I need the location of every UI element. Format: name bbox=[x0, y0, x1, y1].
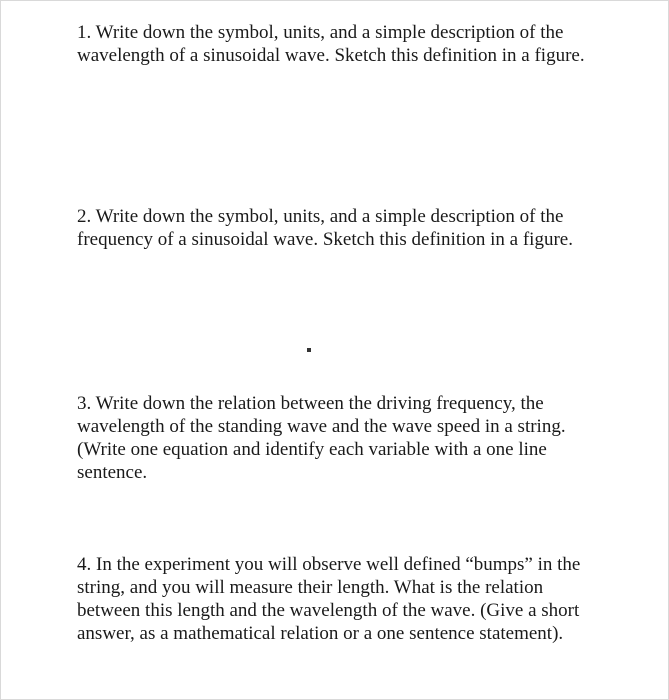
question-2: 2. Write down the symbol, units, and a simple description of the frequency of a sinusoidal wave. Sketch this definition in a figure. bbox=[77, 206, 573, 250]
stray-dot-mark bbox=[307, 348, 311, 352]
question-3: 3. Write down the relation between the driving frequency, the wavelength of the standing wave and the wave speed in a string. (Write one equation and identify each variable with a one line sentence. bbox=[77, 393, 566, 483]
question-1: 1. Write down the symbol, units, and a simple description of the wavelength of a sinusoidal wave. Sketch this definition in a figure. bbox=[77, 22, 585, 66]
question-4: 4. In the experiment you will observe well defined “bumps” in the string, and you will measure their length. What is the relation between this length and the wavelength of the wave. (Give a short answer, as a mathematical relation or a one sentence statement). bbox=[77, 554, 581, 644]
